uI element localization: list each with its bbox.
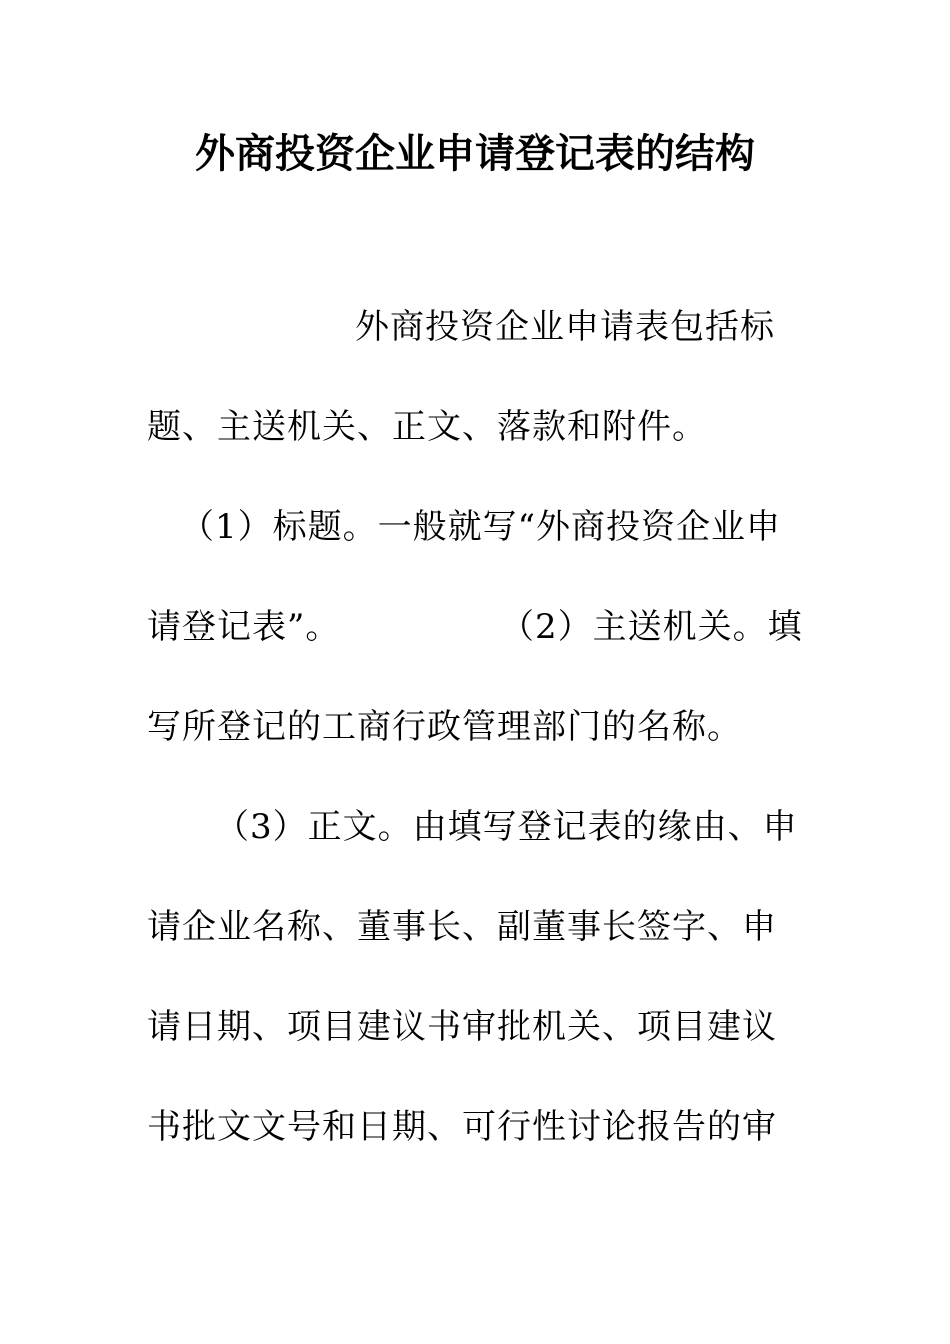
paragraph-line: （2）主送机关。填: [500, 607, 803, 647]
paragraph-line: 请登记表”。: [147, 607, 341, 647]
document-title: 外商投资企业申请登记表的结构: [195, 131, 755, 177]
paragraph-line: 请日期、项目建议书审批机关、项目建议: [147, 1007, 777, 1047]
paragraph-line: （3）正文。由填写登记表的缘由、申: [215, 807, 798, 847]
paragraph-line: 书批文文号和日期、可行性讨论报告的审: [147, 1107, 777, 1147]
paragraph-line: 写所登记的工商行政管理部门的名称。: [147, 707, 742, 747]
paragraph-line: 题、主送机关、正文、落款和附件。: [147, 407, 707, 447]
paragraph-line: 外商投资企业申请表包括标: [355, 307, 775, 347]
paragraph-line: （1）标题。一般就写“外商投资企业申: [180, 507, 782, 547]
paragraph-line: 请企业名称、董事长、副董事长签字、申: [147, 907, 777, 947]
